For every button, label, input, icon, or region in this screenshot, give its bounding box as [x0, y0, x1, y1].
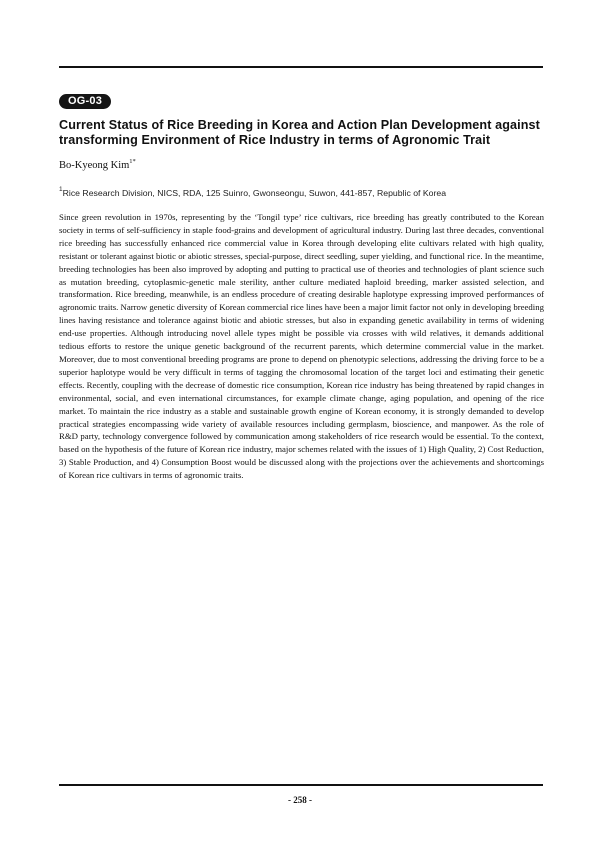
- paper-title: Current Status of Rice Breeding in Korea and Action Plan Development against transforming Environment of Rice Industry in terms of Agronomic Trait: [59, 118, 540, 147]
- author-name: Bo-Kyeong Kim: [59, 160, 130, 171]
- abstract-body: Since green revolution in 1970s, representing by the ‘Tongil type’ rice cultivars, rice breeding has greatly contributed to the Korean society in terms of self-sufficiency in staple food-grains and development of agricultural industry. During last three decades, conventional rice breeding has successfully enhanced rice commercial value in Korea through developing elite cultivars related with high quality, resistant or tolerant against biotic or abiotic stresses, special-purpose, direct seedling, super yielding, and functional rice. In the meantime, breeding technologies has been also improved by adopting and putting to practical use of theories and technologies of plant science such as mutation breeding, cytoplasmic-genetic male sterility, anther culture mediated haploid breeding, marker assisted selection, and transformation. Rice breeding, meanwhile, is an endless procedure of creating desirable haplotype expressing improved performances of agronomic traits. Narrow genetic diversity of Korean commercial rice lines have been a major limit factor not only in developing breeding lines having resistance and tolerance against biotic and abiotic stresses, but also in expanding genetic availability in terms of widening end-use properties. Although introducing novel allele types might be possible via crosses with wild relatives, it demands additional tedious efforts to restore the unique genetic background of the recurrent parents, which determine commercial value in the market. Moreover, due to most conventional breeding programs are prone to depend on phenotypic selections, addressing the driving force to be a superior haplotype would be very difficult in terms of tagging the chromosomal location of the target loci and estimating their genetic effects. Recently, coupling with the decrease of domestic rice consumption, Korean rice industry has being threatened by rapid changes in environmental, social, and even international circumstances, for example climate change, aging population, and opening of the rice market. To maintain the rice industry as a stable and sustainable growth engine of Korean economy, it is strongly demanded to develop practical strategies encompassing wide variety of available resources including germplasm, bioscience, and manpower. As the role of R&D party, technology convergence followed by communication among stakeholders of rice research would be essential. To the context, based on the hypothesis of the future of Korean rice industry, major schemes related with the issues of 1) High Quality, 2) Cost Reduction, 3) Stable Production, and 4) Consumption Boost would be discussed along with the projections over the achievements and shortcomings of Korean rice cultivars in terms of agronomic traits.: [59, 212, 544, 481]
- affiliation-text: Rice Research Division, NICS, RDA, 125 Suinro, Gwonseongu, Suwon, 441-857, Republic of Korea: [62, 188, 447, 198]
- page-number: - 258 -: [288, 795, 312, 805]
- top-rule: [59, 66, 543, 68]
- bottom-rule: [59, 784, 543, 786]
- session-code-badge: OG-03: [59, 94, 111, 109]
- affiliation-superscript: 1: [59, 186, 63, 193]
- author-superscript: 1*: [129, 158, 136, 165]
- affiliation-line: [59, 187, 446, 199]
- author-line: [59, 159, 136, 172]
